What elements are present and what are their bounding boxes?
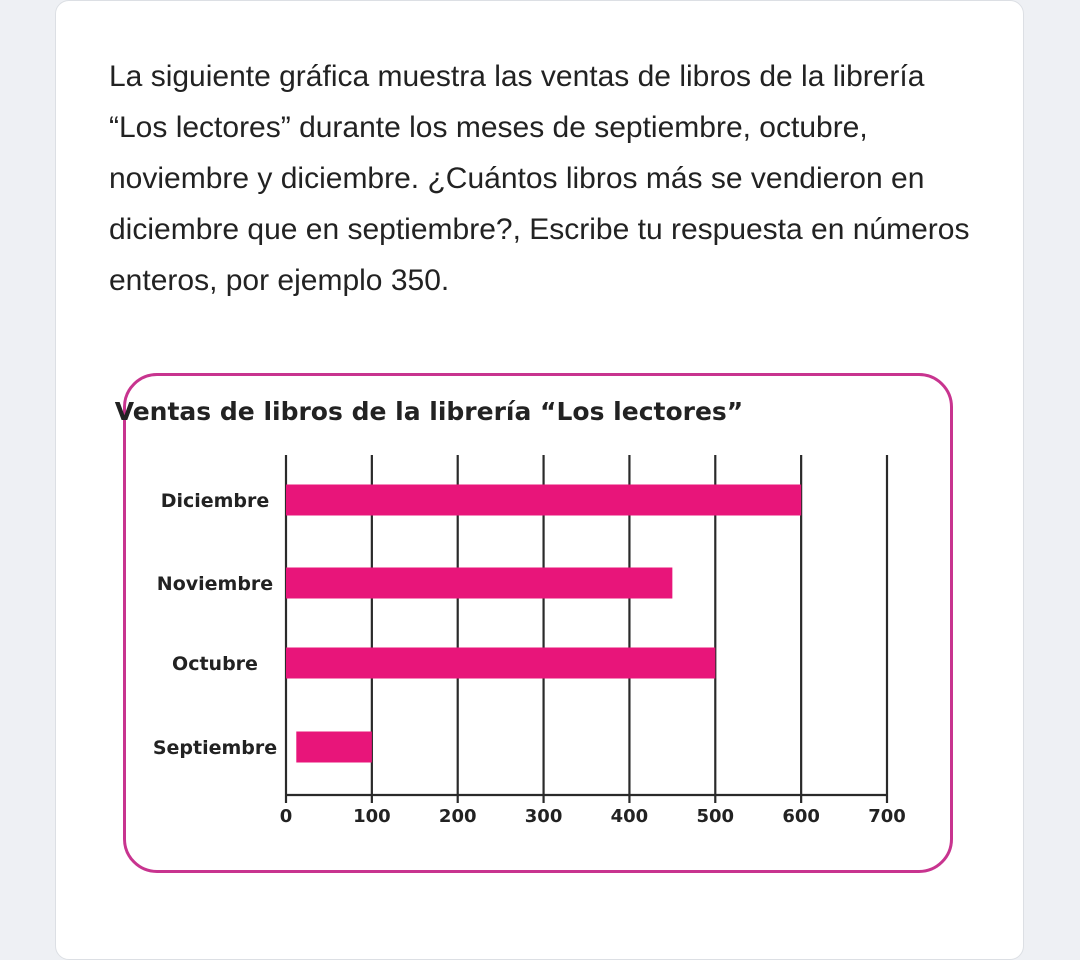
bar-chart: [55, 360, 915, 890]
x-tick-label: 200: [438, 806, 477, 827]
category-label: Diciembre: [160, 490, 270, 512]
x-tick-label: 500: [696, 806, 735, 827]
category-labels: [153, 490, 277, 759]
chart-title: Ventas de libros de la librería “Los lectores”: [114, 397, 744, 426]
x-tick-label: 600: [782, 806, 820, 827]
category-label: Septiembre: [152, 737, 278, 759]
category-label: Octubre: [172, 653, 258, 675]
x-tick-label: 700: [868, 806, 906, 827]
bar: [296, 732, 372, 763]
x-tick-label: 400: [610, 806, 649, 827]
bar: [286, 485, 801, 516]
x-tick-label: 300: [524, 806, 563, 827]
bar: [286, 568, 672, 599]
category-label: Noviembre: [156, 573, 274, 595]
x-tick-label: 0: [279, 806, 293, 827]
bar: [286, 648, 715, 679]
x-tick-label: 100: [353, 806, 391, 827]
x-tick-labels: [280, 806, 906, 827]
question-text: La siguiente gráfica muestra las ventas de libros de la librería “Los lectores” durante los meses de septiembre, octubre, noviembre y diciembre. ¿Cuántos libros más se vendieron en diciembre que en septiembre?, Escribe tu respuesta en números enteros, por ejemplo 350.: [109, 60, 970, 297]
